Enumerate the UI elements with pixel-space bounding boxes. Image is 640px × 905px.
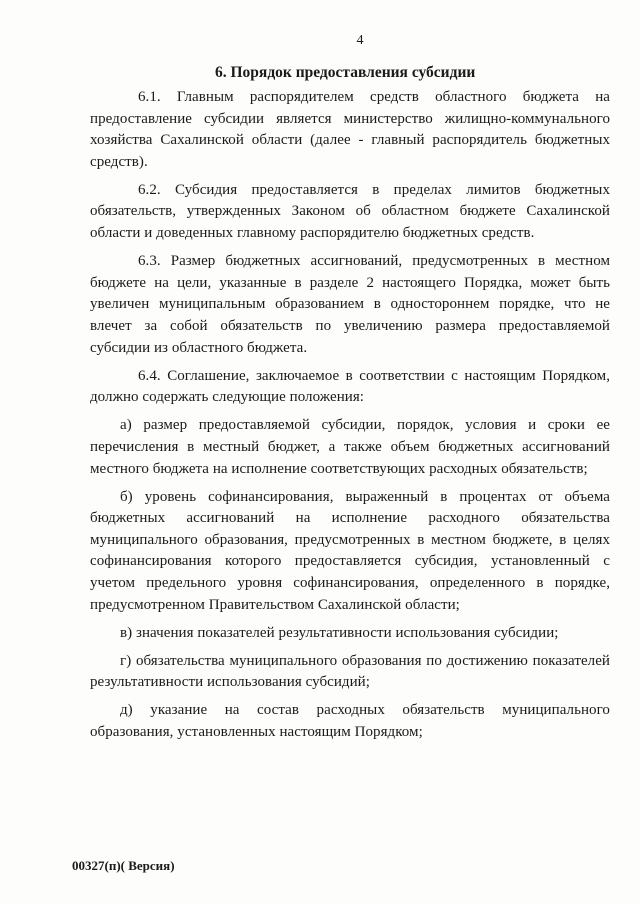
- subitem-a: а) размер предоставляемой субсидии, порядок, условия и сроки ее перечисления в местный бюджет, а также объем бюджетных ассигнований местного бюджета на исполнение соответствующих расходных обязательств;: [90, 417, 610, 477]
- page-number: 4: [356, 33, 364, 48]
- subitem-d: д) указание на состав расходных обязательств муниципального образования, установленных настоящим Порядком;: [90, 702, 610, 741]
- subitem-b: б) уровень софинансирования, выраженный в процентах от объема бюджетных ассигнований на исполнение расходного обязательства муниципального образования, предусмотренных в местном бюджете, в целях софинансирования которого предоставляется субсидия, установленный с учетом предельного уровня софинансирования, определенного в порядке, предусмотренном Правительством Сахалинской области;: [90, 488, 610, 613]
- footer-document-code: 00327(п)( Версия): [72, 858, 175, 873]
- paragraph-6-1: 6.1. Главным распорядителем средств областного бюджета на предоставление субсидии является министерство жилищно-коммунального хозяйства Сахалинской области (далее - главный распорядитель бюджетных средств).: [90, 89, 610, 170]
- paragraph-6-4: 6.4. Соглашение, заключаемое в соответствии с настоящим Порядком, должно содержать следующие положения:: [90, 367, 610, 406]
- subitem-v: в) значения показателей результативности использования субсидии;: [120, 624, 559, 641]
- paragraph-6-3: 6.3. Размер бюджетных ассигнований, предусмотренных в местном бюджете на цели, указанные в разделе 2 настоящего Порядка, может быть увеличен муниципальным образованием в одностороннем порядке, что не влечет за собой обязательств по увеличению размера предоставляемой субсидии из областного бюджета.: [90, 253, 610, 356]
- subitem-g: г) обязательства муниципального образования по достижению показателей результативности использования субсидий;: [90, 652, 610, 691]
- document-body: [90, 87, 610, 750]
- paragraph-6-2: 6.2. Субсидия предоставляется в пределах лимитов бюджетных обязательств, утвержденных Законом об областном бюджете Сахалинской области и доведенных главному распорядителю бюджетных средств.: [90, 181, 610, 242]
- section-heading: 6. Порядок предоставления субсидии: [215, 64, 476, 81]
